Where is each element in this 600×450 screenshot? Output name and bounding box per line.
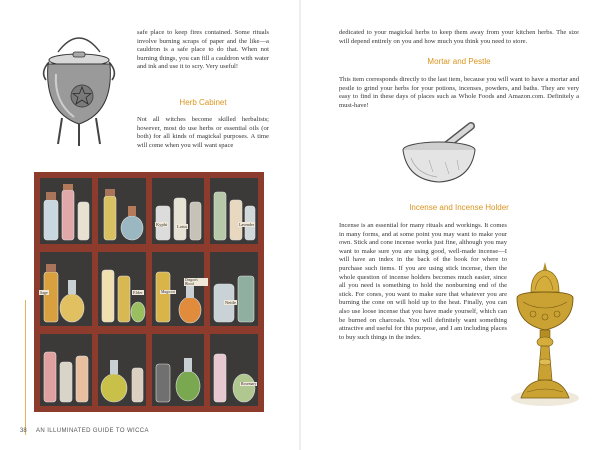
jar-label-rosemary: Rosemary	[241, 382, 257, 386]
mortar-heading: Mortar and Pestle	[427, 57, 491, 66]
jar-label-dragons-blood: Dragon's Blood	[184, 278, 208, 286]
cauldron-paragraph: safe place to keep fires contained. Some rituals involve burning scraps of paper and the like—a cauldron is a safe place to do that. When not burning things, you can fill a cauldron with water and ink and use it to scry. Very useful!	[137, 29, 269, 71]
jar-label-mugwort: Mugwort	[161, 290, 176, 294]
mortar-pestle-illustration	[399, 120, 481, 186]
jar-label-nettle: Nettle	[225, 300, 236, 305]
jar-label-elder: Elder	[133, 290, 143, 295]
jar-label-kyphi: Kyphi	[156, 222, 168, 227]
right-page	[301, 0, 600, 450]
incense-holder-illustration	[507, 262, 583, 408]
jar-label-lavender: Lavender	[239, 222, 255, 227]
herb-cabinet-heading: Herb Cabinet	[179, 98, 227, 107]
herb-cabinet-paragraph: Not all witches become skilled herbalists; however, most do use herbs or essential oils (or both) for all kinds of magickal purposes. A time will come when you will want space	[137, 116, 269, 149]
herb-cabinet-illustration	[34, 172, 264, 412]
intro-paragraph: dedicated to your magickal herbs to keep them away from your kitchen herbs. The size will depend entirely on you and how much you think you need to store.	[339, 29, 579, 45]
page-number: 38	[20, 428, 27, 434]
incense-heading: Incense and Incense Holder	[409, 203, 509, 212]
jar-label-sage: Sage	[40, 290, 48, 295]
left-page	[0, 0, 299, 450]
running-title: AN ILLUMINATED GUIDE TO WICCA	[36, 428, 149, 434]
incense-paragraph: Incense is an essential for many rituals and workings. It comes in many forms, and at some point you may want to make your own. Stick and cone incense works just fine, although you may want to make sure you are using good, well-made incense—I will have an index in the back of the book for where to purchase such items. If you are using stick incense, then the whole question of incense holders becomes much easier, since all you need is something to hold the nonburning end of the stick. For cones, you want to make sure that whatever you are burning the cone on will hold up to the heat. Finally, you can also use loose incense that you have made yourself, which can be burned on charcoals. You will definitely want something attractive and useful for this purpose, and I am including places to buy such things in the index.	[339, 222, 507, 341]
mortar-paragraph: This item corresponds directly to the last item, because you will want to have a mortar and pestle to grind your herbs for your potions, incenses, powders, and baths. They are very easy to find in these days of places such as Whole Foods and Amazon.com. Definitely a must-have!	[339, 76, 579, 109]
jar-label-lotus: Lotus	[177, 224, 188, 229]
footer-rule	[25, 300, 26, 435]
cauldron-illustration	[38, 22, 120, 150]
